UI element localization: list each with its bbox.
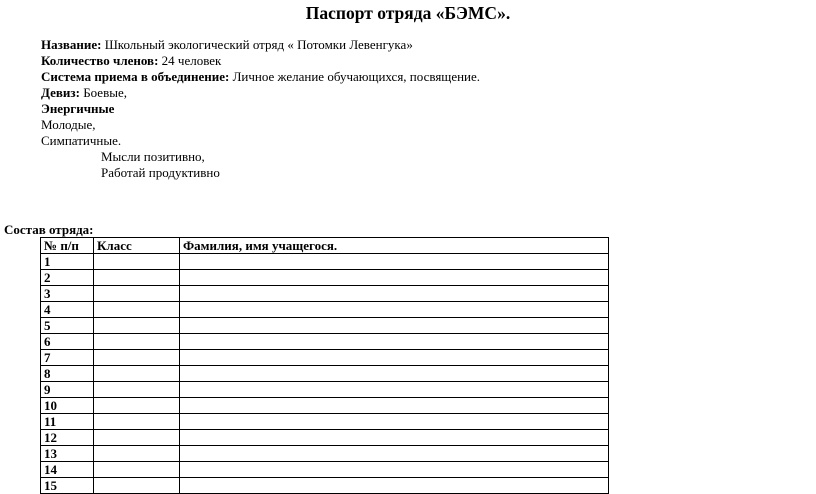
row-class-cell bbox=[94, 430, 180, 446]
team-info bbox=[41, 37, 480, 181]
row-student-name-cell bbox=[180, 286, 609, 302]
row-class-cell bbox=[94, 254, 180, 270]
field-motto-label: Девиз: bbox=[41, 85, 80, 100]
row-student-name-cell bbox=[180, 430, 609, 446]
row-class-cell bbox=[94, 414, 180, 430]
row-class-cell bbox=[94, 270, 180, 286]
field-admission-label: Система приема в объединение: bbox=[41, 69, 230, 84]
table-row bbox=[41, 254, 609, 270]
field-motto bbox=[41, 85, 480, 101]
row-student-name-cell bbox=[180, 446, 609, 462]
motto-line: Мысли позитивно, bbox=[101, 149, 205, 164]
motto-line: Молодые, bbox=[41, 117, 96, 132]
row-number: 7 bbox=[41, 350, 94, 366]
field-admission bbox=[41, 69, 480, 85]
row-student-name-cell bbox=[180, 478, 609, 494]
row-number: 11 bbox=[41, 414, 94, 430]
table-row bbox=[41, 334, 609, 350]
field-motto-value: Боевые, bbox=[79, 85, 127, 100]
row-number: 14 bbox=[41, 462, 94, 478]
row-number: 15 bbox=[41, 478, 94, 494]
column-header-student-name: Фамилия, имя учащегося. bbox=[180, 238, 609, 254]
row-number: 12 bbox=[41, 430, 94, 446]
row-class-cell bbox=[94, 382, 180, 398]
table-row bbox=[41, 478, 609, 494]
row-class-cell bbox=[94, 334, 180, 350]
row-class-cell bbox=[94, 286, 180, 302]
table-row bbox=[41, 350, 609, 366]
roster-body bbox=[41, 254, 609, 494]
row-class-cell bbox=[94, 350, 180, 366]
roster-label: Состав отряда: bbox=[4, 222, 94, 237]
row-student-name-cell bbox=[180, 334, 609, 350]
row-student-name-cell bbox=[180, 254, 609, 270]
row-student-name-cell bbox=[180, 318, 609, 334]
row-number: 10 bbox=[41, 398, 94, 414]
row-number: 8 bbox=[41, 366, 94, 382]
motto-line: Симпатичные. bbox=[41, 133, 122, 148]
motto-line: Работай продуктивно bbox=[101, 165, 220, 180]
table-row bbox=[41, 414, 609, 430]
table-row bbox=[41, 462, 609, 478]
field-member-count-label: Количество членов: bbox=[41, 53, 159, 68]
row-number: 13 bbox=[41, 446, 94, 462]
row-student-name-cell bbox=[180, 398, 609, 414]
table-row bbox=[41, 398, 609, 414]
row-number: 2 bbox=[41, 270, 94, 286]
field-admission-value: Личное желание обучающихся, посвящение. bbox=[229, 69, 481, 84]
motto-line bbox=[41, 101, 480, 117]
row-class-cell bbox=[94, 366, 180, 382]
row-class-cell bbox=[94, 318, 180, 334]
field-member-count-value: 24 человек bbox=[158, 53, 222, 68]
table-row bbox=[41, 286, 609, 302]
column-header-number: № п/п bbox=[41, 238, 94, 254]
row-number: 5 bbox=[41, 318, 94, 334]
row-class-cell bbox=[94, 462, 180, 478]
table-row bbox=[41, 446, 609, 462]
table-header-row bbox=[41, 238, 609, 254]
row-student-name-cell bbox=[180, 462, 609, 478]
row-student-name-cell bbox=[180, 350, 609, 366]
row-student-name-cell bbox=[180, 414, 609, 430]
row-student-name-cell bbox=[180, 270, 609, 286]
table-row bbox=[41, 302, 609, 318]
table-row bbox=[41, 382, 609, 398]
field-name-label: Название: bbox=[41, 37, 102, 52]
row-number: 1 bbox=[41, 254, 94, 270]
row-number: 3 bbox=[41, 286, 94, 302]
field-name-value: Школьный экологический отряд « Потомки Левенгука» bbox=[101, 37, 413, 52]
row-student-name-cell bbox=[180, 382, 609, 398]
row-class-cell bbox=[94, 398, 180, 414]
table-row bbox=[41, 430, 609, 446]
table-row bbox=[41, 270, 609, 286]
column-header-class: Класс bbox=[94, 238, 180, 254]
row-number: 4 bbox=[41, 302, 94, 318]
row-student-name-cell bbox=[180, 302, 609, 318]
row-number: 6 bbox=[41, 334, 94, 350]
row-class-cell bbox=[94, 478, 180, 494]
table-row bbox=[41, 366, 609, 382]
row-class-cell bbox=[94, 302, 180, 318]
row-student-name-cell bbox=[180, 366, 609, 382]
field-name bbox=[41, 37, 480, 53]
row-class-cell bbox=[94, 446, 180, 462]
row-number: 9 bbox=[41, 382, 94, 398]
field-member-count bbox=[41, 53, 480, 69]
motto-line-text: Энергичные bbox=[41, 101, 115, 116]
document-title: Паспорт отряда «БЭМС». bbox=[305, 3, 511, 23]
table-row bbox=[41, 318, 609, 334]
roster-table bbox=[40, 237, 609, 494]
